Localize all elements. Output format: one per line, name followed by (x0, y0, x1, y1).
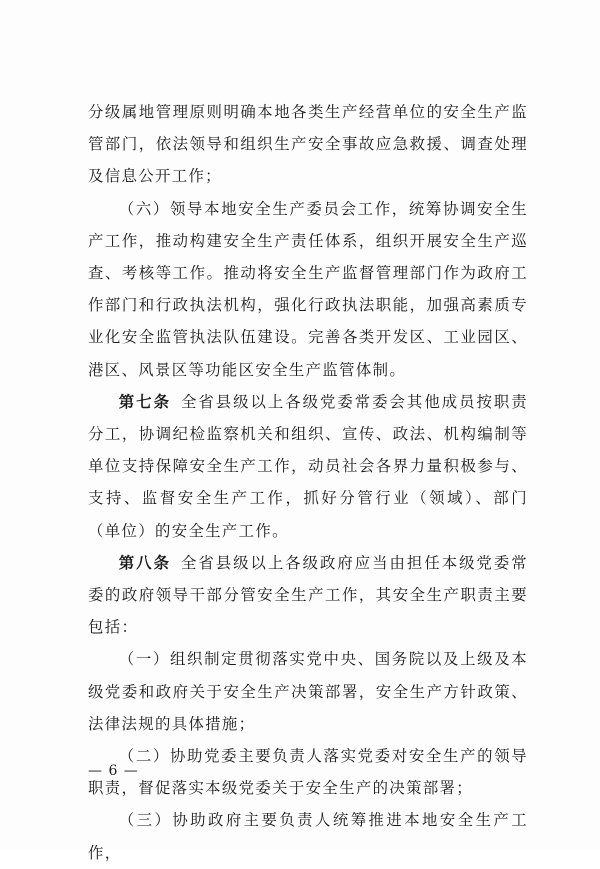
article-heading: 第七条 (118, 392, 171, 411)
paragraph-text: （三）协助政府主要负责人统筹推进本地安全生产工作， (88, 811, 528, 862)
paragraph-article-8 (88, 547, 528, 644)
paragraph-text: （一）组织制定贯彻落实党中央、国务院以及上级及本级党委和政府关于安全生产决策部署，安全生产方针政策、法律法规的具体措施； (88, 650, 528, 733)
paragraph-item-3 (88, 804, 528, 868)
paragraph-text: 全省县级以上各级政府应当由担任本级党委常委的政府领导干部分管安全生产工作，其安全生产职责主要包括： (88, 553, 528, 637)
document-body (88, 96, 528, 869)
page-number: — 6 — (88, 763, 139, 779)
paragraph-text: （二）协助党委主要负责人落实党委对安全生产的领导职责，督促落实本级党委关于安全生产的决策部署； (88, 747, 528, 798)
paragraph-continued (88, 96, 528, 193)
paragraph-text: 全省县级以上各级党委常委会其他成员按职责分工，协调纪检监察机关和组织、宣传、政法、机构编制等单位支持保障安全生产工作，动员社会各界力量积极参与、支持、监督安全生产工作，抓好分管行业（领域）、部门（单位）的安全生产工作。 (88, 392, 528, 540)
paragraph-item-1 (88, 643, 528, 740)
paragraph-text: （六）领导本地安全生产委员会工作，统筹协调安全生产工作，推动构建安全生产责任体系，组织开展安全生产巡查、考核等工作。推动将安全生产监督管理部门作为政府工作部门和行政执法机构，强化行政执法职能，加强高素质专业化安全监管执法队伍建设。完善各类开发区、工业园区、港区、风景区等功能区安全生产监管体制。 (88, 199, 528, 379)
paragraph-item-6 (88, 193, 528, 386)
article-heading: 第八条 (118, 553, 171, 572)
paragraph-text: 分级属地管理原则明确本地各类生产经营单位的安全生产监管部门，依法领导和组织生产安全事故应急救援、调查处理及信息公开工作； (88, 103, 528, 186)
paragraph-item-2 (88, 740, 528, 804)
paragraph-article-7 (88, 386, 528, 547)
